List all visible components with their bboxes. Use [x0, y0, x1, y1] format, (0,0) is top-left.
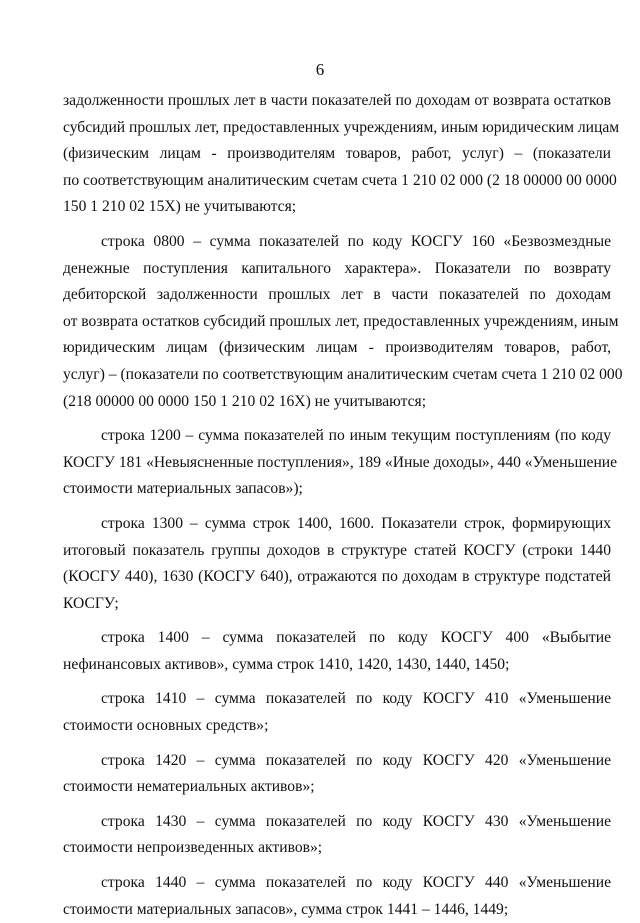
text-line: 150 1 210 02 15Х) не учитываются;	[63, 198, 297, 216]
text-line: КОСГУ;	[63, 594, 119, 612]
text-line: юридическим лицам (физическим лицам - производителям товаров, работ,	[63, 339, 611, 357]
text-line: строка 1430 – сумма показателей по коду КОСГУ 430 «Уменьшение	[101, 812, 611, 830]
text-line: денежные поступления капитального характера». Показатели по возврату	[63, 259, 611, 277]
text-line: стоимости материальных запасов», сумма строк 1441 – 1446, 1449;	[63, 900, 509, 918]
text-line: итоговый показатель группы доходов в структуре статей КОСГУ (строки 1440	[63, 541, 611, 559]
text-line: по соответствующим аналитическим счетам счета 1 210 02 000 (2 18 00000 00 0000	[63, 171, 617, 189]
text-line: стоимости материальных запасов»);	[63, 480, 303, 498]
text-line: нефинансовых активов», сумма строк 1410, 1420, 1430, 1440, 1450;	[63, 655, 510, 673]
text-line: стоимости основных средств»;	[63, 717, 269, 735]
text-line: строка 1300 – сумма строк 1400, 1600. Показатели строк, формирующих	[101, 514, 611, 532]
text-line: стоимости непроизведенных активов»;	[63, 839, 323, 857]
text-line: строка 1440 – сумма показателей по коду КОСГУ 440 «Уменьшение	[101, 874, 611, 892]
text-line: задолженности прошлых лет в части показателей по доходам от возврата остатков	[63, 92, 611, 109]
body-text	[63, 88, 623, 923]
text-line: стоимости нематериальных активов»;	[63, 778, 315, 796]
text-line: от возврата остатков субсидий прошлых лет, предоставленных учреждениям, иным	[63, 312, 619, 330]
text-line: строка 1400 – сумма показателей по коду КОСГУ 400 «Выбытие	[101, 629, 611, 647]
text-line: строка 1200 – сумма показателей по иным текущим поступлениям (по коду	[101, 427, 611, 445]
text-line: услуг) – (показатели по соответствующим аналитическим счетам счета 1 210 02 000	[63, 365, 623, 383]
text-line: КОСГУ 181 «Невыясненные поступления», 189 «Иные доходы», 440 «Уменьшение	[63, 453, 618, 471]
text-line: строка 1420 – сумма показателей по коду КОСГУ 420 «Уменьшение	[101, 751, 611, 769]
text-line: строка 0800 – сумма показателей по коду КОСГУ 160 «Безвозмездные	[101, 232, 611, 250]
text-line: субсидий прошлых лет, предоставленных учреждениям, иным юридическим лицам	[63, 118, 620, 136]
text-line: строка 1410 – сумма показателей по коду КОСГУ 410 «Уменьшение	[101, 690, 611, 708]
page-number: 6	[315, 60, 325, 79]
text-line: дебиторской задолженности прошлых лет в части показателей по доходам	[63, 286, 611, 304]
text-line: (КОСГУ 440), 1630 (КОСГУ 640), отражаются по доходам в структуре подстатей	[63, 568, 611, 586]
text-line: (218 00000 00 0000 150 1 210 02 16Х) не учитываются;	[63, 392, 427, 410]
text-line: (физическим лицам - производителям товаров, работ, услуг) – (показатели	[63, 145, 611, 163]
